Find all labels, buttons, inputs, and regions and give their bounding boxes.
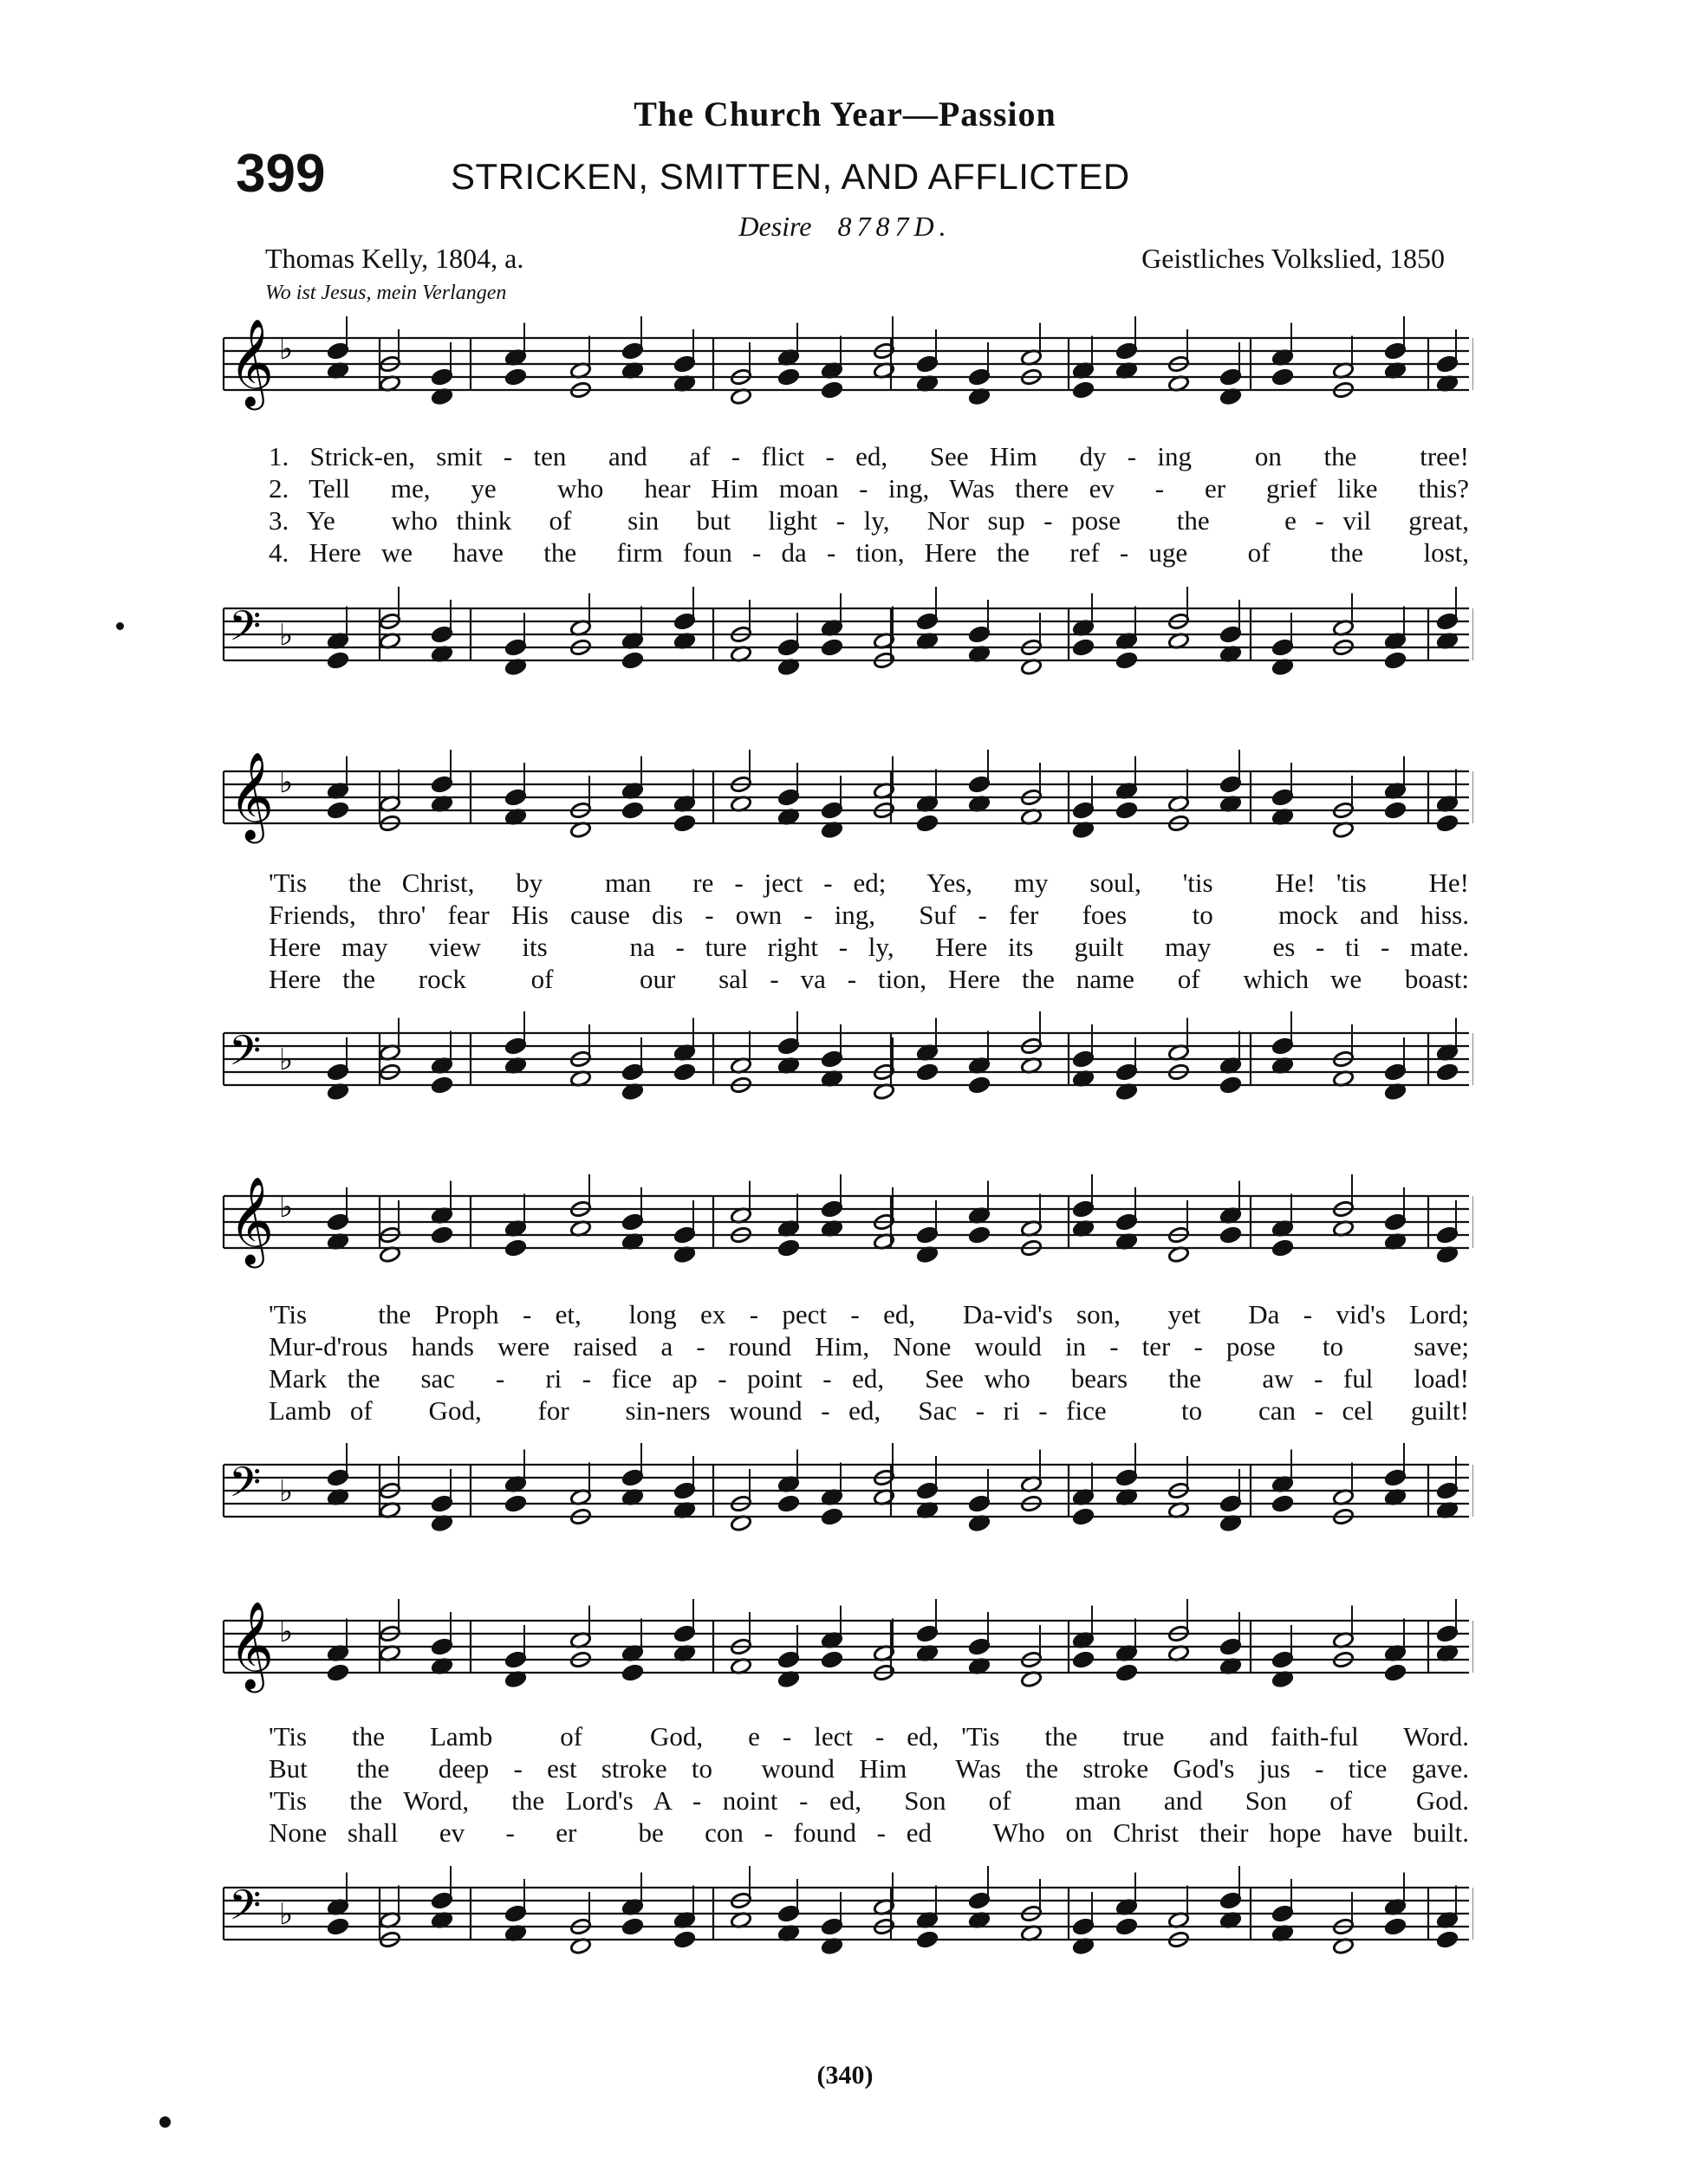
lyric-line: Mur-d'rous hands were raised a - round Him, None would in - ter - pose to save;	[269, 1331, 1469, 1362]
svg-text:𝄢: 𝄢	[229, 1458, 262, 1517]
music-system-3	[217, 1170, 1473, 1551]
author: Thomas Kelly, 1804, a.	[265, 243, 524, 274]
treble-staff	[217, 1595, 1473, 1703]
svg-text:𝄢: 𝄢	[229, 1026, 262, 1085]
lyric-line: Here may view its na - ture right - ly, Here its guilt may es - ti - mate.	[269, 932, 1469, 962]
music-system-2	[217, 745, 1473, 1127]
bass-staff	[217, 1862, 1473, 1970]
lyrics-block	[269, 1298, 1469, 1427]
section-header: The Church Year—Passion	[634, 94, 1056, 133]
lyric-line: 'Tis the Word, the Lord's A - noint - ed, Son of man and Son of God.	[269, 1785, 1469, 1816]
hymn-title: STRICKEN, SMITTEN, AND AFFLICTED	[451, 156, 1130, 197]
svg-text:♭: ♭	[279, 1897, 294, 1932]
lyric-line: 'Tis the Lamb of God, e - lect - ed, 'Tis the true and faith-ful Word.	[269, 1721, 1469, 1752]
lyrics-block	[269, 440, 1469, 569]
lyric-line: 'Tis the Proph - et, long ex - pect - ed, Da-vid's son, yet Da - vid's Lord;	[269, 1299, 1469, 1329]
svg-text:♭: ♭	[279, 1474, 294, 1509]
treble-staff	[217, 1170, 1473, 1278]
svg-text:♭: ♭	[279, 765, 294, 800]
svg-text:𝄢: 𝄢	[229, 1881, 262, 1940]
lyric-line: 3. Ye who think of sin but light - ly, Nor sup - pose the e - vil great,	[269, 505, 1469, 536]
svg-text:𝄞: 𝄞	[229, 317, 275, 406]
treble-staff	[217, 745, 1473, 854]
original-title: Wo ist Jesus, mein Verlangen	[265, 282, 507, 304]
svg-text:𝄞: 𝄞	[229, 1600, 275, 1689]
svg-text:♭: ♭	[279, 1043, 294, 1077]
tune-info	[0, 211, 1690, 243]
lyric-line: 1. Strick-en, smit - ten and af - flict - ed, See Him dy - ing on the tree!	[269, 441, 1469, 471]
lyric-line: 4. Here we have the firm foun - da - tion, Here the ref - uge of the lost,	[269, 537, 1469, 568]
svg-text:♭: ♭	[279, 1190, 294, 1225]
page-number: (340)	[816, 2061, 874, 2090]
lyrics-block	[269, 1720, 1469, 1849]
bass-staff	[217, 1007, 1473, 1115]
svg-text:♭: ♭	[279, 1615, 294, 1649]
svg-text:♭: ♭	[279, 618, 294, 653]
svg-text:𝄞: 𝄞	[229, 1175, 275, 1264]
lyric-line: 2. Tell me, ye who hear Him moan - ing, Was there ev - er grief like this?	[269, 473, 1469, 504]
meter: 8787D.	[837, 211, 952, 242]
composer: Geistliches Volkslied, 1850	[1141, 243, 1445, 274]
svg-text:𝄢: 𝄢	[229, 601, 262, 660]
margin-mark	[116, 622, 124, 630]
bass-staff	[217, 1439, 1473, 1547]
lyric-line: Mark the sac - ri - fice ap - point - ed, See who bears the aw - ful load!	[269, 1363, 1469, 1394]
bass-staff	[217, 582, 1473, 691]
hymn-number: 399	[236, 144, 326, 204]
music-system-4	[217, 1595, 1473, 1976]
lyric-line: None shall ev - er be con - found - ed Who on Christ their hope have built.	[269, 1817, 1469, 1848]
svg-text:♭: ♭	[279, 332, 294, 367]
tune-name: Desire	[738, 211, 812, 242]
lyric-line: Friends, thro' fear His cause dis - own - ing, Suf - fer foes to mock and hiss.	[269, 900, 1469, 930]
music-system-1	[217, 312, 1473, 693]
lyric-line: Lamb of God, for sin-ners wound - ed, Sac - ri - fice to can - cel guilt!	[269, 1395, 1469, 1426]
lyric-line: But the deep - est stroke to wound Him Was the stroke God's jus - tice gave.	[269, 1753, 1469, 1784]
lyric-line: 'Tis the Christ, by man re - ject - ed; Yes, my soul, 'tis He! 'tis He!	[269, 868, 1469, 898]
lyric-line: Here the rock of our sal - va - tion, Here the name of which we boast:	[269, 964, 1469, 994]
svg-text:𝄞: 𝄞	[229, 751, 275, 840]
treble-staff	[217, 312, 1473, 420]
margin-mark	[159, 2116, 171, 2128]
lyrics-block	[269, 867, 1469, 995]
